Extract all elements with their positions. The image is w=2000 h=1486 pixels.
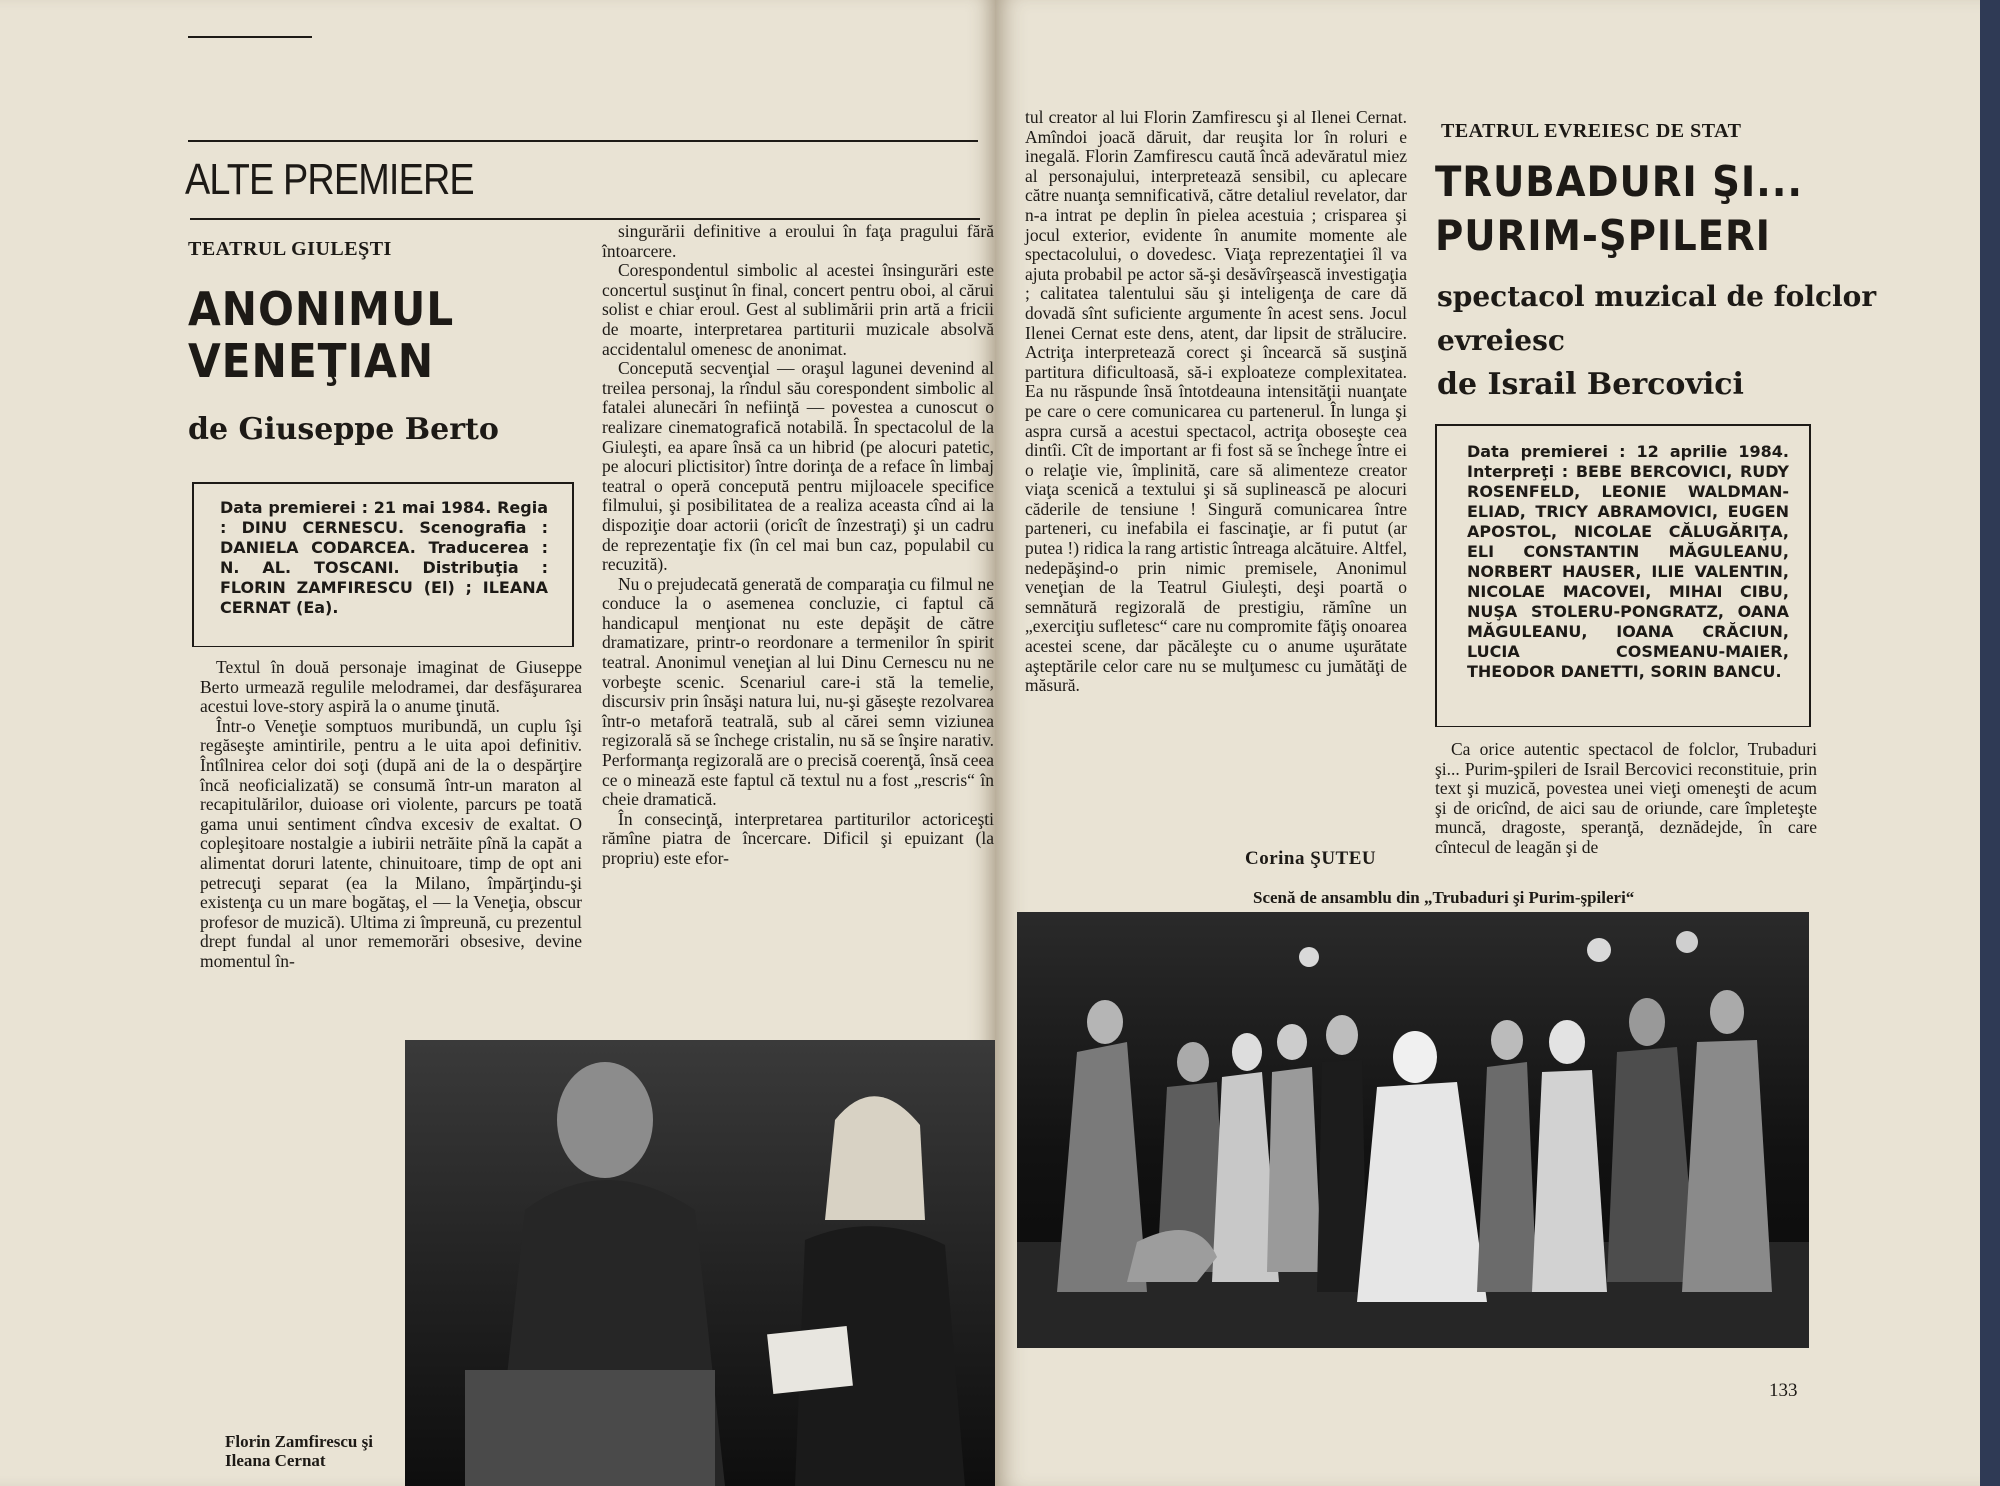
photo-caption: Florin Zamfirescu şi Ileana Cernat (225, 1432, 373, 1470)
right-page (995, 0, 1980, 1486)
theatre-heading: TEATRUL EVREIESC DE STAT (1441, 120, 1742, 142)
play-author: de Israil Bercovici (1437, 367, 1744, 402)
play-title-line1: ANONIMUL (188, 282, 455, 336)
page-number: 133 (1769, 1380, 1798, 1401)
credits-box (192, 482, 574, 647)
play-title-line1: TRUBADURI ŞI... (1435, 157, 1803, 206)
paragraph: Într-o Veneţie somptuos muribundă, un cuplu îşi regăseşte amintirile, pentru a le uita apoi definitiv. Întîlnirea celor doi soţi (după ani de la o despărţire încă neoficializată) se consumă într-un maraton al recapitulărilor, duioase ori violente, parcurs pe toată gama unui sentiment cîndva excesiv de exaltat. O copleşitoare nostalgie a iubirii netrăite pînă la capăt a alimentat doruri latente, chinuitoare, timp de opt ani petrecuţi separat (ea la Milano, împărţindu-şi existenţa cu un mare bogătaş, el — la Veneţia, obscur profesor de muzică). Ultima zi împreună, cu prezentul drept fundal al unor rememorări obsesive, devine momentul în- (200, 715, 582, 971)
paragraph: singurării definitive a eroului în faţa pragului fără întoarcere. (602, 221, 994, 261)
play-title-line2: PURIM-ŞPILERI (1435, 211, 1771, 260)
paragraph: Corespondentul simbolic al acestei însingurări este concertul susţinut în final, concert pentru oboi, al cărui solist e chiar eroul. Gest al sublimării prin artă a fricii de moarte, interpretarea partiturii muzicale absolvă accidentalul omenesc de anonimat. (602, 260, 994, 359)
credits-box (1435, 424, 1811, 727)
theatre-heading: TEATRUL GIULEŞTI (188, 238, 392, 260)
play-title (1435, 155, 1803, 263)
paragraph: tul creator al lui Florin Zamfirescu şi al Ilenei Cernat. Amîndoi joacă dăruit, dar reuşita lor în roluri e inegală. Florin Zamfirescu caută încă adevăratul miez al personajului, interpretează sensibil, cu aplecare către nuanţa semnificativă, către detaliul revelator, dar n-a intrat pe deplin în pielea acestuia ; crisparea şi jocul exterior, evidente în anumite momente ale spectacolului, o dovedesc. Viaţa reprezentaţiei îl va ajuta probabil pe actor să-şi desăvîrşească investigaţia ; calitatea talentului său şi inteligenţa de care dă dovadă sînt suficiente argumente în acest sens. Jocul Ilenei Cernat este dens, atent, dar lipsit de strălucire. Actriţa interpretează corect şi încearcă să susţină partitura dificultoasă, să-i exploateze complexitatea. Ea nu răspunde însă întotdeauna intensităţii nuanţate pe care o cere comunicarea cu partenerul. În lunga şi aspra cursă a acestui spectacol, actriţa oboseşte cea dintîi. Cît de important ar fi fost să se închege între ei o relaţie vie, împlinită, care să alimenteze creator viaţa scenică a textului şi să suplinească pe alocuri căderile de tensiune ! Singură comunicarea între parteneri, cu inefabila ei fascinaţie, ar fi putut (ar putea !) ridica la rang artistic întreaga alcătuire. Altfel, nedepăşind-o prin nimic premisele, Anonimul veneţian de la Teatrul Giuleşti, deşi poartă o semnătură regizorală de prestigiu, rămîne un „exerciţiu sufletesc“ care nu compromite făţiş onoarea acestei scene, dar păcăleşte cu o anume uşurătate aşteptările celor care nu se mulţumesc cu jumătăţi de măsură. (1025, 107, 1407, 696)
right-column-1 (1025, 108, 1407, 696)
paragraph: Nu o prejudecată generată de comparaţia cu filmul ne conduce la o asemenea concluzie, ci faptul că handicapul menţionat nu este depăşit de către dramatizare, printr-o reordonare a termenilor în spirit teatral. Anonimul veneţian al lui Dinu Cernescu nu ne vorbeşte scenic. Scenariul care-i stă la temelie, discursiv prin însăşi natura lui, nu-şi găseşte rezolvarea într-o metaforă teatrală, sub al cărei semn viziunea regizorală să se închege cristalin, nu să se înşire narativ. Performanţa regizorală are o precisă coerenţă, însă ceea ce o minează este faptul că textul nu a fost „rescris“ în cheie dramatică. (602, 573, 994, 810)
paragraph: Textul în două personaje imaginat de Giuseppe Berto urmează regulile melodramei, dar desfăşurarea acestui love-story aspiră la o anume ţinută. (200, 657, 582, 717)
stage-photo-zamfirescu-cernat (405, 1040, 995, 1486)
paragraph: Ca orice autentic spectacol de folclor, Trubaduri şi... Purim-şpileri de Israil Bercovici reconstituie, prin text şi muzică, povestea unei vieţi omeneşti de acum şi de oricînd, de aici sau de oriunde, care împleteşte muncă, dragoste, speranţă, deznădejde, în care cîntecul de leagăn şi de (1435, 739, 1817, 857)
top-short-rule (188, 36, 312, 38)
section-title: ALTE PREMIERE (185, 155, 474, 204)
header-rule (190, 218, 980, 220)
credits-text: Data premierei : 12 aprilie 1984. Interpreţi : BEBE BERCOVICI, RUDY ROSENFELD, LEONIE WALDMAN-ELIAD, TRICY ABRAMOVICI, EUGEN APOSTOL, NICOLAE CĂLUGĂRIŢA, ELI CONSTANTIN MĂGULEANU, NORBERT HAUSER, ILIE VALENTIN, NICOLAE MACOVEI, MIHAI CIBU, NUŞA STOLERU-PONGRATZ, OANA MĂGULEANU, IOANA CRĂCIUN, LUCIA COSMEANU-MAIER, THEODOR DANETTI, SORIN BANCU. (1467, 442, 1789, 681)
left-page (0, 0, 995, 1486)
credits-text: Data premierei : 21 mai 1984. Regia : DINU CERNESCU. Scenografia : DANIELA CODARCEA. Traducerea : N. AL. TOSCANI. Distribuţia : FLORIN ZAMFIRESCU (El) ; ILEANA CERNAT (Ea). (220, 498, 548, 617)
play-subtitle-line2: evreiesc (1437, 324, 1565, 357)
photo-caption: Scenă de ansamblu din „Trubaduri şi Purim-şpileri“ (1253, 888, 1635, 907)
play-title (188, 283, 454, 387)
right-column-2 (1435, 740, 1817, 858)
paragraph: În consecinţă, interpretarea partiturilor actoriceşti rămîne piatra de încercare. Dificil şi epuizant (la propriu) este efor- (602, 808, 994, 868)
play-subtitle-line1: spectacol muzical de folclor (1437, 280, 1877, 313)
left-column-1 (200, 658, 582, 972)
play-title-line2: VENEŢIAN (188, 334, 435, 388)
stage-photo-illustration (405, 1040, 995, 1486)
left-column-2 (602, 222, 994, 869)
stage-photo-ensemble (1017, 912, 1809, 1348)
paragraph: Concepută secvenţial — oraşul lagunei devenind al treilea personaj, la rîndul său corespondent simbolic al fatalei alunecări în nefiinţă — povestea a cunoscut o realizare cinematografică notabilă. În spectacolul de la Giuleşti, ea apare însă ca un hibrid (pe alocuri patetic, pe alocuri plictisitor) între dorinţa de a reface în limbaj teatral o operă concepută pentru mijloacele specifice filmului, şi posibilitatea de a realiza aceasta cînd ai la dispoziţie doar actorii (oricît de înzestraţi) şi un cadru de reprezentaţie fix (în cel mai bun caz, populabil cu recuzită). (602, 358, 994, 575)
play-subtitle (1437, 275, 1876, 407)
play-author: de Giuseppe Berto (188, 412, 499, 447)
section-rule (188, 140, 978, 142)
stage-photo-illustration (1017, 912, 1809, 1348)
reviewer-signature: Corina ŞUTEU (1245, 848, 1377, 869)
